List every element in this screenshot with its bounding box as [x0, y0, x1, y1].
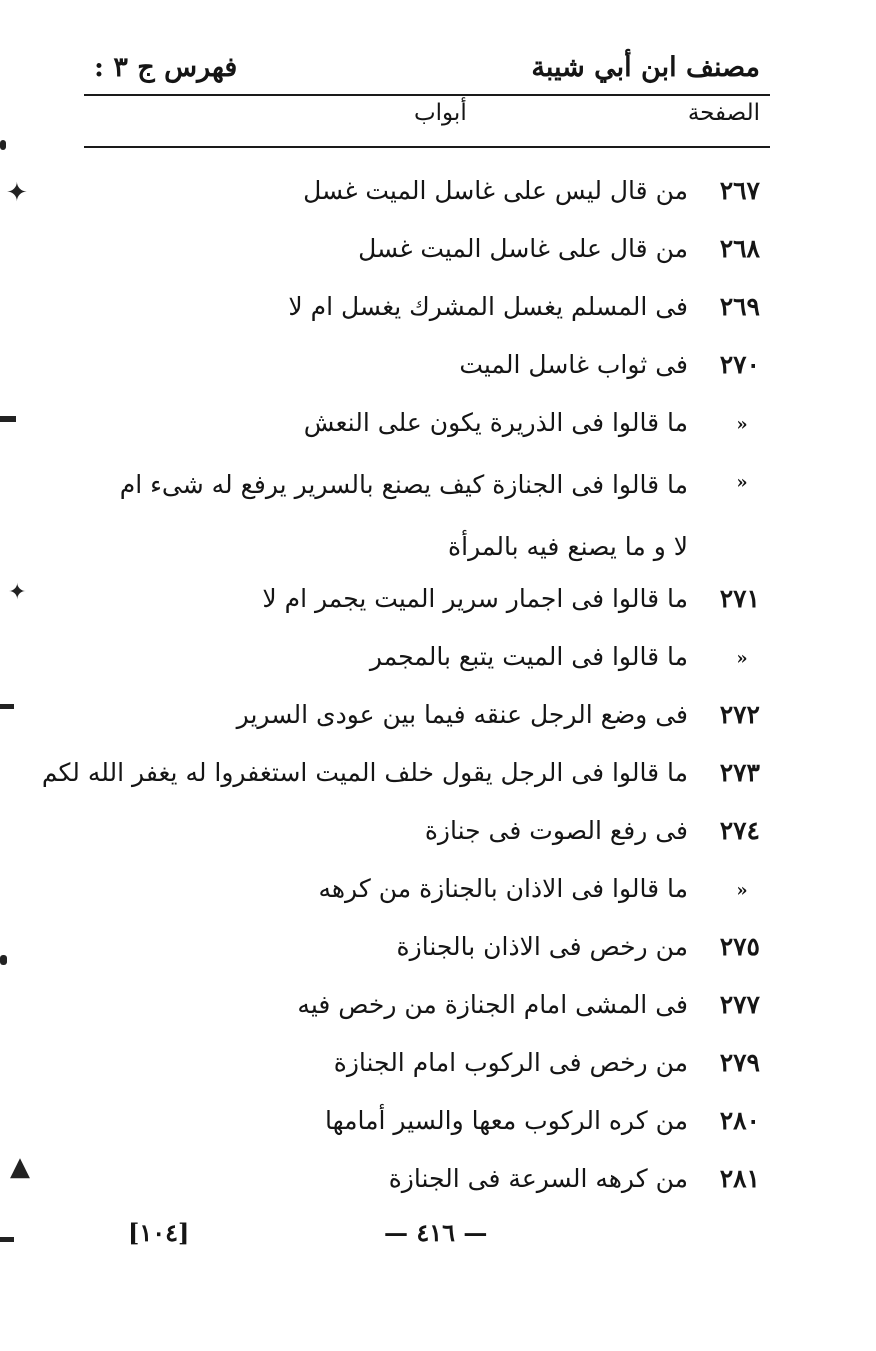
entry-page-number: ٢٨٠: [719, 1106, 760, 1135]
index-entry: [0, 642, 876, 682]
header-rule: [84, 94, 770, 96]
entry-title: ما قالوا فى الميت يتبع بالمجمر: [369, 642, 688, 671]
page-number: — ٤١٦ —: [384, 1218, 488, 1247]
book-title: مصنف ابن أبي شيبة: [531, 52, 760, 83]
index-entry: [0, 1048, 876, 1088]
column-heading-rule: [84, 146, 770, 148]
index-entry: [0, 1106, 876, 1146]
entry-title: ما قالوا فى الذريرة يكون على النعش: [303, 408, 688, 437]
entry-page-number: ٢٧٥: [719, 932, 760, 961]
entry-page-number: ٢٦٩: [719, 292, 760, 321]
index-entry: [0, 408, 876, 448]
entry-title: من رخص فى الركوب امام الجنازة: [333, 1048, 688, 1077]
index-entry: [0, 580, 876, 624]
chapters-column-heading: أبواب: [414, 100, 467, 126]
index-entry: [0, 816, 876, 856]
index-label: فهرس ج ٣ :: [94, 52, 238, 83]
ditto-mark: »: [736, 648, 748, 669]
margin-mark: ▲: [10, 1152, 30, 1182]
margin-mark: [0, 416, 16, 422]
margin-mark: [0, 955, 7, 965]
ditto-mark: »: [736, 414, 748, 435]
entry-title: فى رفع الصوت فى جنازة: [424, 816, 688, 845]
entry-title: فى ثواب غاسل الميت: [459, 350, 688, 379]
entry-title: ما قالوا فى اجمار سرير الميت يجمر ام لا: [262, 584, 688, 613]
index-entry: [0, 234, 876, 274]
index-entry: [0, 1164, 876, 1204]
volume-page-number: [١٠٤]: [128, 1218, 190, 1247]
entry-title: من كره الركوب معها والسير أمامها: [324, 1106, 688, 1135]
ditto-mark: »: [736, 472, 748, 493]
entry-title: من رخص فى الاذان بالجنازة: [396, 932, 688, 961]
index-entry: [0, 990, 876, 1030]
margin-mark: ✦: [8, 580, 27, 605]
page-column-heading: الصفحة: [687, 100, 760, 126]
entry-title: من قال ليس على غاسل الميت غسل: [303, 176, 688, 205]
entry-page-number: ٢٦٨: [719, 234, 760, 263]
entry-title: من كرهه السرعة فى الجنازة: [388, 1164, 688, 1193]
entry-title: ما قالوا فى الجنازة كيف يصنع بالسرير يرفع له شىء ام لا و ما يصنع فيه بالمرأة: [119, 470, 688, 561]
entry-page-number: ٢٨١: [719, 1164, 760, 1193]
entry-page-number: ٢٧٠: [719, 350, 760, 379]
entry-page-number: ٢٧٧: [719, 990, 760, 1019]
entry-page-number: ٢٧٣: [719, 758, 760, 787]
entry-page-number: ٢٧٢: [719, 700, 760, 729]
margin-mark: [0, 1237, 14, 1242]
index-entry: [0, 874, 876, 914]
index-entry: [0, 700, 876, 740]
index-entry: [0, 932, 876, 972]
index-entry: [0, 176, 876, 216]
entry-page-number: ٢٧٩: [719, 1048, 760, 1077]
index-entry: [0, 758, 876, 798]
entry-title: ما قالوا فى الرجل يقول خلف الميت استغفروا له يغفر الله لكم: [41, 758, 688, 787]
entry-page-number: ٢٧١: [719, 584, 760, 613]
entry-title: فى وضع الرجل عنقه فيما بين عودى السرير: [236, 700, 688, 729]
entry-page-number: ٢٧٤: [719, 816, 760, 845]
entry-page-number: ٢٦٧: [719, 176, 760, 205]
margin-mark: [0, 704, 14, 709]
index-entry: [0, 466, 876, 561]
entry-title: ما قالوا فى الاذان بالجنازة من كرهه: [318, 874, 688, 903]
entry-title: فى المشى امام الجنازة من رخص فيه: [297, 990, 688, 1019]
index-entry: [0, 292, 876, 332]
index-entry: [0, 350, 876, 390]
entry-title: من قال على غاسل الميت غسل: [358, 234, 688, 263]
margin-mark: ✦: [6, 178, 28, 208]
ditto-mark: »: [736, 880, 748, 901]
margin-mark: [0, 140, 6, 150]
entry-title: فى المسلم يغسل المشرك يغسل ام لا: [288, 292, 688, 321]
